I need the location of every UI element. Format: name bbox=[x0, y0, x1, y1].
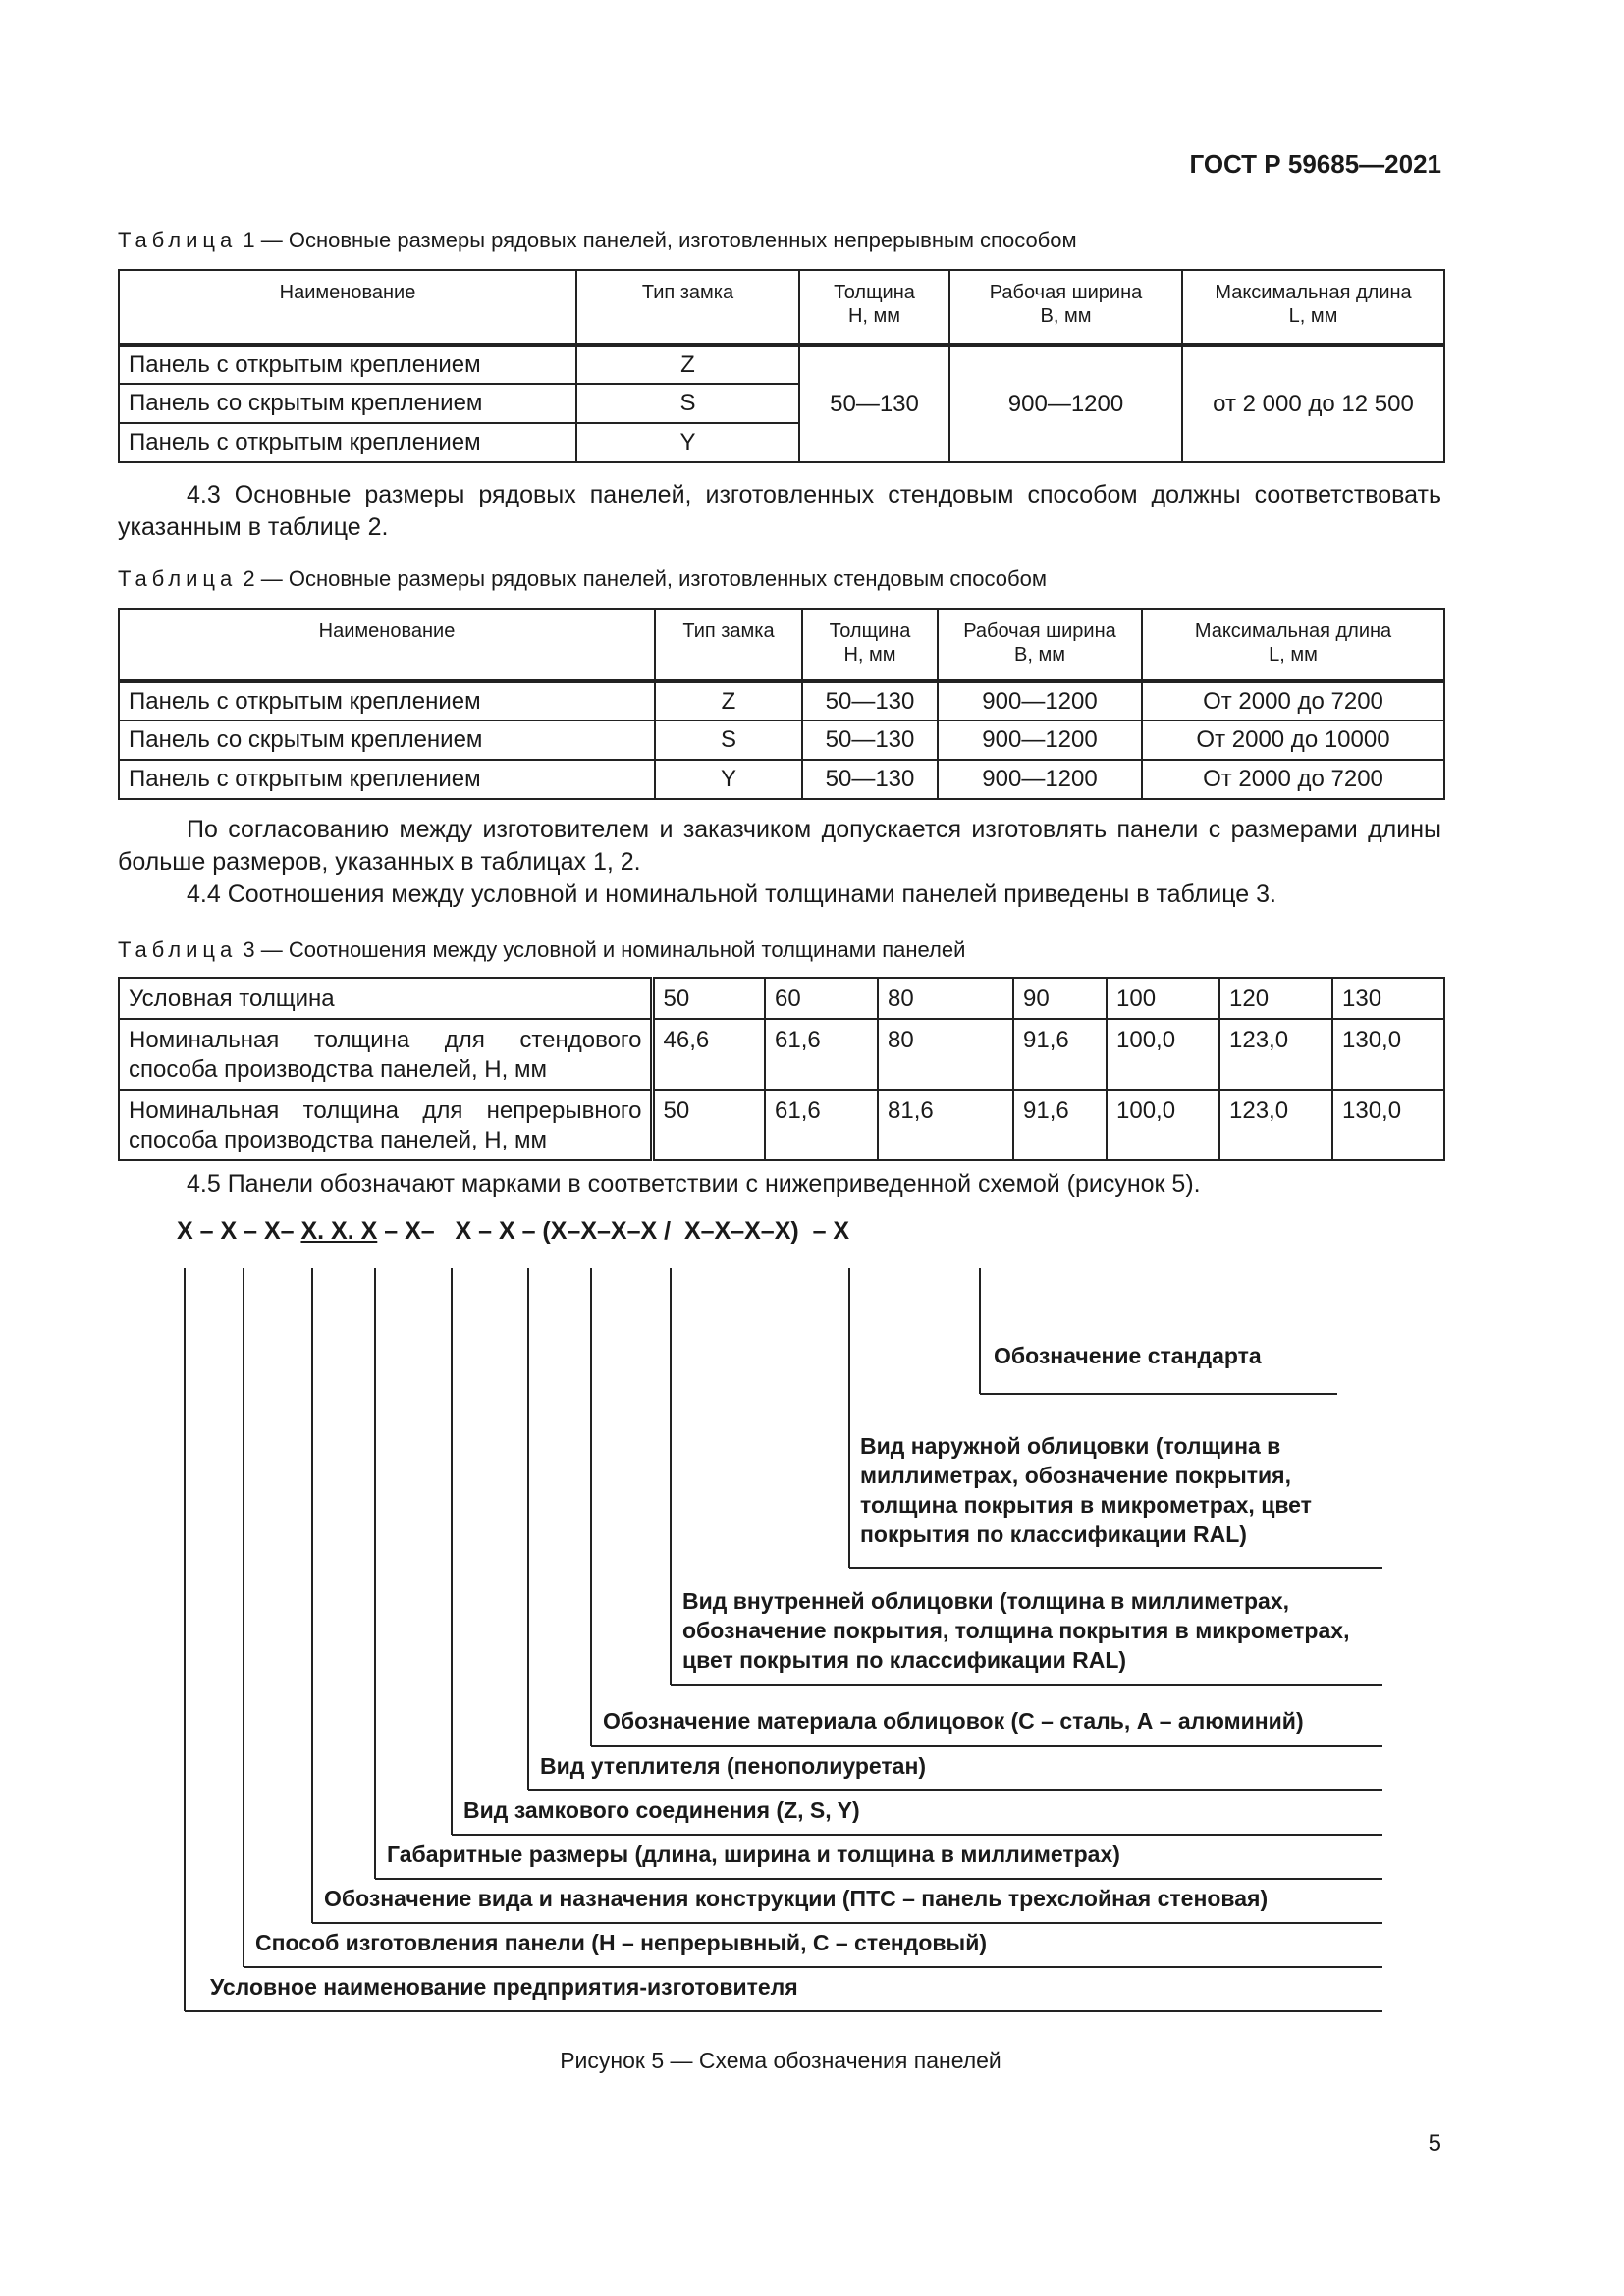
paragraph-4-3: 4.3 Основные размеры рядовых панелей, изготовленных стендовым способом должны соответствовать указанным в таблице 2. bbox=[118, 481, 1441, 541]
table3-cell: 46,6 bbox=[652, 1019, 765, 1090]
table2-cell: Панель с открытым креплением bbox=[119, 760, 655, 799]
table2-cell: Панель с открытым креплением bbox=[119, 681, 655, 721]
table2-cell: 50—130 bbox=[802, 721, 938, 760]
table2-cell: 50—130 bbox=[802, 760, 938, 799]
table3-cell: 81,6 bbox=[878, 1090, 1013, 1160]
table2-cell: 50—130 bbox=[802, 681, 938, 721]
table2-caption-text: 2 — Основные размеры рядовых панелей, изготовленных стендовым способом bbox=[237, 566, 1047, 591]
standard-number: ГОСТ Р 59685—2021 bbox=[1189, 149, 1441, 179]
label-cladding-material: Обозначение материала облицовок (С – сталь, А – алюминий) bbox=[603, 1708, 1304, 1734]
table1-header-thickness: Толщина Н, мм bbox=[799, 270, 949, 345]
figure-caption: Рисунок 5 — Схема обозначения панелей bbox=[560, 2048, 1001, 2073]
table1-header-lock: Тип замка bbox=[576, 270, 799, 345]
table1-cell-lock: S bbox=[576, 384, 799, 423]
label-dimensions: Габаритные размеры (длина, ширина и толщина в миллиметрах) bbox=[387, 1842, 1120, 1867]
table3-caption-word: Таблица bbox=[118, 937, 238, 962]
table2-cell: 900—1200 bbox=[938, 760, 1142, 799]
table3-cell: 60 bbox=[765, 978, 878, 1019]
table2-cell: От 2000 до 7200 bbox=[1142, 760, 1444, 799]
table2-cell: 900—1200 bbox=[938, 721, 1142, 760]
table2-header-lock: Тип замка bbox=[655, 609, 802, 681]
scheme-part-a: Х – Х – Х– bbox=[177, 1217, 301, 1245]
table3-cell: 123,0 bbox=[1219, 1019, 1332, 1090]
table3-cell: 50 bbox=[652, 1090, 765, 1160]
table1-cell-name: Панель с открытым креплением bbox=[119, 423, 576, 462]
label-insulation: Вид утеплителя (пенополиуретан) bbox=[540, 1753, 927, 1779]
table3-cell: 90 bbox=[1013, 978, 1107, 1019]
table3-cell-label: Номинальная толщина для стендового способа производства панелей, Н, мм bbox=[119, 1019, 652, 1090]
label-outer-cladding: Вид наружной облицовки (толщина в миллиметрах, обозначение покрытия, толщина покрытия в микрометрах, цвет покрытия по классификации RAL) bbox=[860, 1433, 1312, 1547]
table1-cell-lock: Z bbox=[576, 345, 799, 384]
table1-header-length: Максимальная длина L, мм bbox=[1182, 270, 1444, 345]
table3-caption-text: 3 — Соотношения между условной и номинальной толщинами панелей bbox=[237, 937, 966, 962]
table1-cell-name: Панель с открытым креплением bbox=[119, 345, 576, 384]
label-manufacturer-name: Условное наименование предприятия-изготовителя bbox=[210, 1974, 798, 2000]
label-inner-cladding: Вид внутренней облицовки (толщина в миллиметрах, обозначение покрытия, толщина покрытия в микрометрах, цвет покрытия по классификации RAL) bbox=[682, 1588, 1350, 1673]
scheme-part-b: – Х– Х – Х – (Х–Х–Х–Х / Х–Х–Х–Х) – Х bbox=[377, 1217, 850, 1245]
table2-header-width: Рабочая ширина В, мм bbox=[938, 609, 1142, 681]
table2-header-length: Максимальная длина L, мм bbox=[1142, 609, 1444, 681]
table3-cell: 123,0 bbox=[1219, 1090, 1332, 1160]
table3-cell: 61,6 bbox=[765, 1090, 878, 1160]
table1-caption-word: Таблица bbox=[118, 228, 238, 252]
table1-cell-thickness: 50—130 bbox=[799, 345, 949, 462]
page-number: 5 bbox=[1428, 2130, 1441, 2157]
table3-cell: 50 bbox=[652, 978, 765, 1019]
table3-cell: 100,0 bbox=[1107, 1019, 1219, 1090]
table3-cell: 80 bbox=[878, 1019, 1013, 1090]
table2-cell: Y bbox=[655, 760, 802, 799]
table1-header-name: Наименование bbox=[119, 270, 576, 345]
table2-cell: S bbox=[655, 721, 802, 760]
table1-cell-width: 900—1200 bbox=[949, 345, 1182, 462]
table2-cell: От 2000 до 7200 bbox=[1142, 681, 1444, 721]
table3-cell-label: Номинальная толщина для непрерывного способа производства панелей, Н, мм bbox=[119, 1090, 652, 1160]
scheme-part-dimensions: Х. Х. Х bbox=[300, 1217, 378, 1245]
table3-cell: 80 bbox=[878, 978, 1013, 1019]
label-lock-type: Вид замкового соединения (Z, S, Y) bbox=[463, 1797, 860, 1823]
table3-cell: 100 bbox=[1107, 978, 1219, 1019]
table3-cell: 91,6 bbox=[1013, 1019, 1107, 1090]
table3-cell: 91,6 bbox=[1013, 1090, 1107, 1160]
table3-cell: 130,0 bbox=[1332, 1090, 1444, 1160]
table1-cell-length: от 2 000 до 12 500 bbox=[1182, 345, 1444, 462]
table1-caption-text: 1 — Основные размеры рядовых панелей, изготовленных непрерывным способом bbox=[237, 228, 1077, 252]
table3-cell: 100,0 bbox=[1107, 1090, 1219, 1160]
table2-cell: Панель со скрытым креплением bbox=[119, 721, 655, 760]
paragraph-4-4: 4.4 Соотношения между условной и номинальной толщинами панелей приведены в таблице 3. bbox=[187, 881, 1276, 908]
table2-cell: 900—1200 bbox=[938, 681, 1142, 721]
table2-cell: Z bbox=[655, 681, 802, 721]
table1-cell-name: Панель со скрытым креплением bbox=[119, 384, 576, 423]
table3-cell: 61,6 bbox=[765, 1019, 878, 1090]
label-manufacturing-method: Способ изготовления панели (Н – непрерывный, С – стендовый) bbox=[255, 1930, 987, 1955]
table3-cell: 120 bbox=[1219, 978, 1332, 1019]
table2-header-name: Наименование bbox=[119, 609, 655, 681]
table2-cell: От 2000 до 10000 bbox=[1142, 721, 1444, 760]
paragraph-4-5: 4.5 Панели обозначают марками в соответствии с нижеприведенной схемой (рисунок 5). bbox=[187, 1170, 1201, 1198]
table1-header-width: Рабочая ширина В, мм bbox=[949, 270, 1182, 345]
label-construction-type: Обозначение вида и назначения конструкции (ПТС – панель трехслойная стеновая) bbox=[324, 1886, 1269, 1911]
table3-cell-label: Условная толщина bbox=[119, 978, 652, 1019]
table1-cell-lock: Y bbox=[576, 423, 799, 462]
table2-caption-word: Таблица bbox=[118, 566, 238, 591]
table3-cell: 130 bbox=[1332, 978, 1444, 1019]
table2-header-thickness: Толщина Н, мм bbox=[802, 609, 938, 681]
table3-cell: 130,0 bbox=[1332, 1019, 1444, 1090]
label-standard-designation: Обозначение стандарта bbox=[994, 1343, 1262, 1368]
paragraph-agreement: По согласованию между изготовителем и заказчиком допускается изготовлять панели с размерами длины больше размеров, указанных в таблицах 1, 2. bbox=[118, 816, 1441, 876]
